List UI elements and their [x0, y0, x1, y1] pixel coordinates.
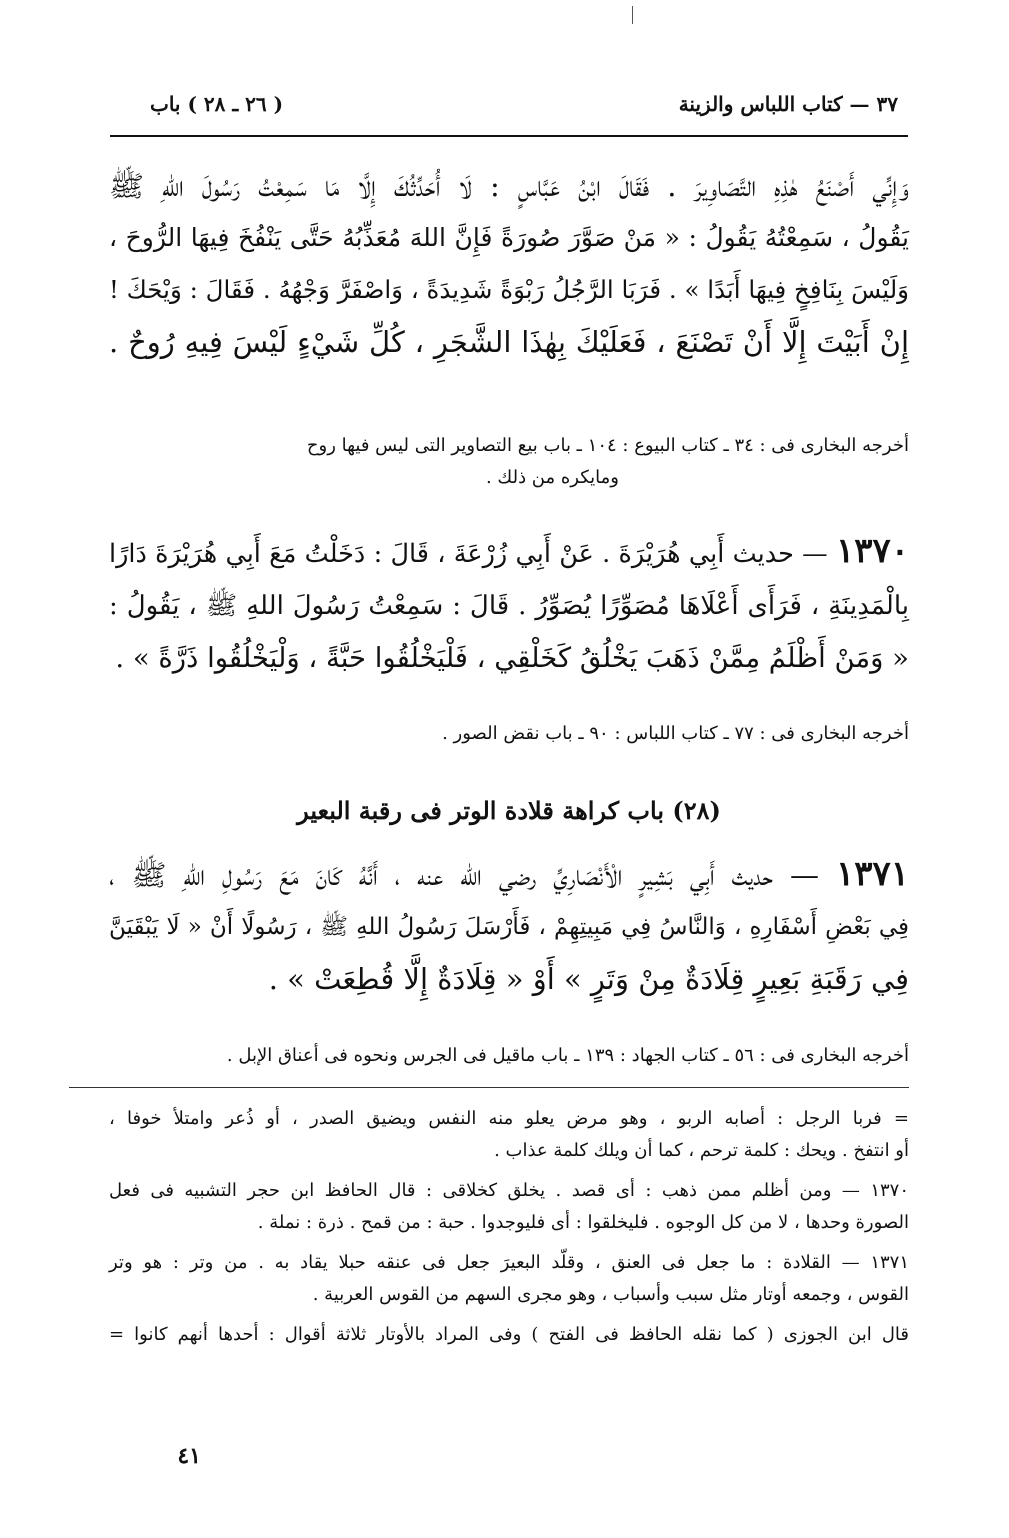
footnote-line: قال ابن الجوزى ( كما نقله الحافظ فى الفتح ) وفى المراد بالأوتار ثلاثة أقوال : أحدها أنهم كانوا =	[109, 1324, 909, 1345]
header-book-title: ٣٧ — كتاب اللباس والزينة	[678, 92, 898, 116]
footnote-line: أو انتفخ . ويحك : كلمة ترحم ، كما أن ويلك كلمة عذاب .	[494, 1140, 909, 1161]
hadith-text: — حديث أَبِي بَشِيرٍ الْأَنْصَارِيِّ رضي الله عنه ، أَنَّهُ كَانَ مَعَ رَسُولِ اللهِ ﷺ ،	[109, 858, 820, 892]
header-rule	[110, 135, 908, 137]
top-tick-mark	[632, 6, 633, 24]
source-note-1370	[109, 718, 909, 750]
text-line: فِي رَقَبَةِ بَعِيرٍ قِلَادَةٌ مِنْ وَتَرٍ » أَوْ « قِلَادَةٌ إِلَّا قُطِعَتْ » .	[268, 962, 909, 996]
text-line: وَلَيْسَ بِنَافِخٍ فِيهَا أَبَدًا » . فَرَبَا الرَّجُلُ رَبْوَةً شَدِيدَةً ، وَاصْفَرَّ وَجْهُهُ . فَقَالَ : وَيْحَكَ !	[109, 275, 909, 304]
footnote-line: = فربا الرجل : أصابه الربو ، وهو مرض يعلو منه النفس ويضيق الصدر ، أو ذُعر وامتلأ خوفا ،	[109, 1108, 909, 1129]
hadith-number: ١٣٧٠	[835, 531, 910, 571]
footnote-line: الصورة وحدها ، لا من كل الوجوه . فليخلقوا : أى فليوجدوا . حبة : من قمح . ذرة : نملة .	[257, 1212, 909, 1233]
source-line: أخرجه البخارى فى : ٣٤ ـ كتاب البيوع : ١٠٤ ـ باب بيع التصاوير التى ليس فيها روح	[306, 435, 909, 456]
text-line: « وَمَنْ أَظْلَمُ مِمَّنْ ذَهَبَ يَخْلُقُ كَخَلْقِي ، فَلْيَخْلُقُوا حَبَّةً ، وَلْيَخْلُقُوا ذَرَّةً » .	[115, 642, 909, 674]
text-line: فِي بَعْضِ أَسْفَارِهِ ، وَالنَّاسُ فِي مَبِيتِهِمْ ، فَأَرْسَلَ رَسُولُ اللهِ ﷺ ، رَسُولًا أَنْ « لَا يَبْقَيَنَّ	[109, 914, 909, 940]
source-line: ومايكره من ذلك .	[485, 467, 619, 488]
hadith-1371	[109, 848, 909, 1005]
hadith-1370	[109, 525, 909, 684]
text-line: إِنْ أَبَيْتَ إِلَّا أَنْ تَصْنَعَ ، فَعَلَيْكَ بِهٰذَا الشَّجَرِ ، كُلِّ شَيْءٍ لَيْسَ فِيهِ رُوحٌ .	[109, 325, 909, 359]
text-line	[109, 848, 909, 901]
footnotes	[109, 1103, 909, 1351]
hadith-number: ١٣٧١	[835, 854, 909, 894]
running-header	[150, 92, 898, 126]
source-line: أخرجه البخارى فى : ٥٦ ـ كتاب الجهاد : ١٣٩ ـ باب ماقيل فى الجرس ونحوه فى أعناق الإبل .	[226, 1045, 909, 1066]
page-number: ٤١	[177, 1443, 201, 1469]
source-note-1371	[109, 1040, 909, 1072]
text-line	[109, 525, 909, 580]
footnote-rule	[69, 1087, 909, 1088]
header-chapter-range: ( ٢٦ ـ ٢٨ ) باب	[150, 92, 284, 116]
text-line: وَإِنِّي أَصْنَعُ هٰذِهِ التَّصَاوِيرَ . فَقَالَ ابْنُ عَبَّاسٍ : لَا أُحَدِّثُكَ إِلَّا مَا سَمِعْتُ رَسُولَ اللهِ ﷺ	[109, 169, 909, 203]
footnote-line: ١٣٧١ — القلادة : ما جعل فى العنق ، وقلّد البعيرَ جعل فى عنقه حبلا يقاد به . من وتر : هو وتر	[109, 1252, 909, 1273]
footnote-line: القوس ، وجمعه أوتار مثل سبب وأسباب ، وهو مجرى السهم من القوس العربية .	[312, 1284, 909, 1305]
source-line: أخرجه البخارى فى : ٧٧ ـ كتاب اللباس : ٩٠ ـ باب نقض الصور .	[442, 723, 909, 744]
source-note-1369	[109, 430, 909, 494]
footnote-line: ١٣٧٠ — ومن أظلم ممن ذهب : أى قصد . يخلق كخلاقى : قال الحافظ ابن حجر التشبيه فى فعل	[109, 1180, 909, 1201]
hadith-continuation	[109, 160, 909, 368]
text-line: بِالْمَدِينَةِ ، فَرَأَى أَعْلَاهَا مُصَوِّرًا يُصَوِّرُ . قَالَ : سَمِعْتُ رَسُولَ اللهِ ﷺ ، يَقُولُ :	[109, 591, 909, 621]
hadith-text: — حديث أَبِي هُرَيْرَةَ . عَنْ أَبِي زُرْعَةَ ، قَالَ : دَخَلْتُ مَعَ أَبِي هُرَيْرَةَ دَارًا	[109, 539, 828, 569]
text-line: يَقُولُ ، سَمِعْتُهُ يَقُولُ : « مَنْ صَوَّرَ صُورَةً فَإِنَّ اللهَ مُعَذِّبُهُ حَتَّى يَنْفُخَ فِيهَا الرُّوحَ ،	[109, 223, 909, 252]
chapter-title: (٢٨) باب كراهة قلادة الوتر فى رقبة البعير	[297, 796, 721, 825]
